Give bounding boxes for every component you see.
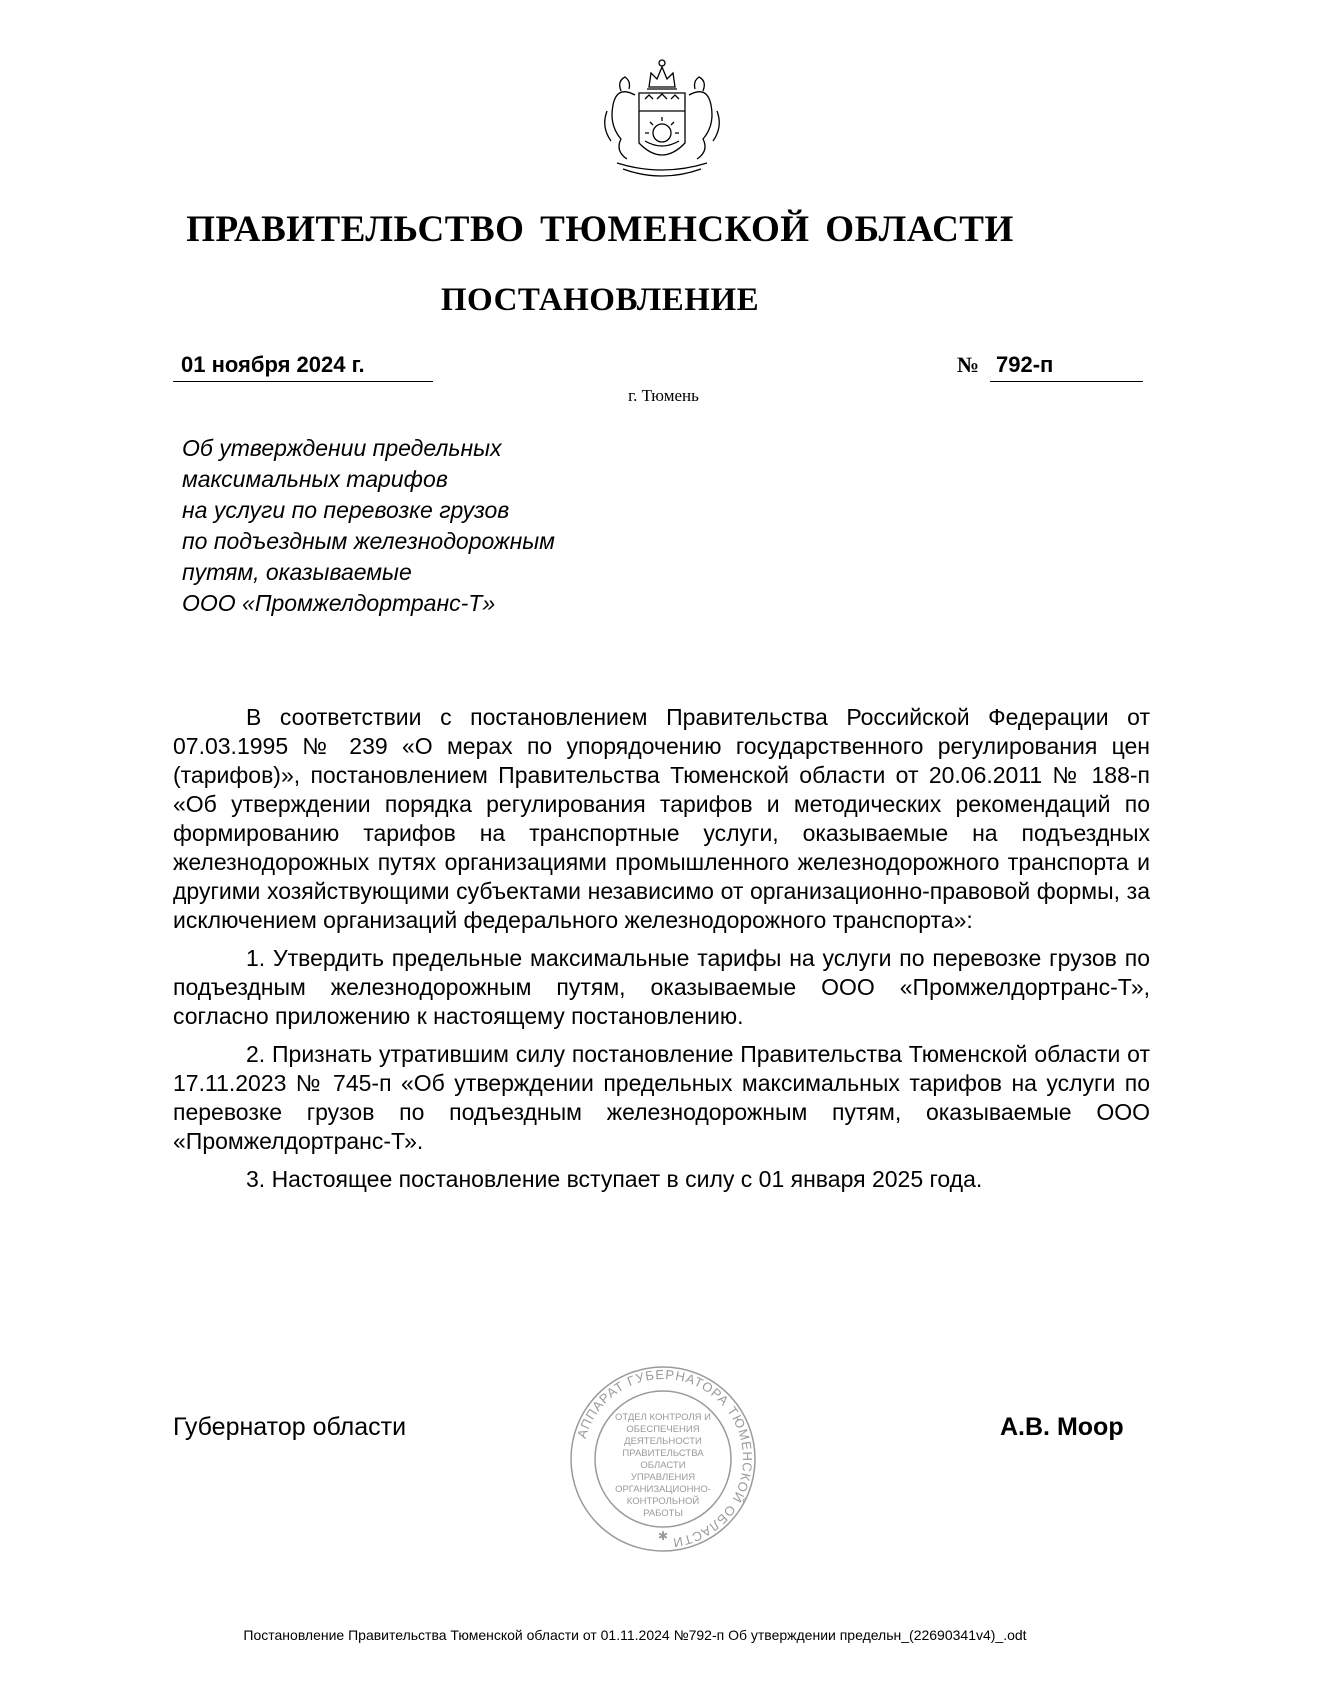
- document-subject: [182, 433, 555, 619]
- stamp-outer-text: АППАРАТ ГУБЕРНАТОРА ТЮМЕНСКОЙ ОБЛАСТИ: [573, 1366, 756, 1551]
- preamble-paragraph: В соответствии с постановлением Правительства Российской Федерации от 07.03.1995 № 239 «О мерах по упорядочению государственного регулирования цен (тарифов)», постановлением Правительства Тюменской области от 20.06.2011 № 188-п «Об утверждении порядка регулирования тарифов и методических рекомендаций по формированию тарифов на транспортные услуги, оказываемые на подъездных железнодорожных путях организациями промышленного железнодорожного транспорта и другими хозяйствующими субъектами независимо от организационно-правовой формы, за исключением организаций федерального железнодорожного транспорта»:: [173, 704, 1150, 933]
- official-stamp-icon: [568, 1364, 758, 1554]
- document-body: [173, 703, 1150, 1203]
- footer-filename: Постановление Правительства Тюменской области от 01.11.2024 №792-п Об утверждении предельн_(22690341v4)_.odt: [243, 1627, 1027, 1643]
- item-1-paragraph: 1. Утвердить предельные максимальные тарифы на услуги по перевозке грузов по подъездным железнодорожным путям, оказываемые ООО «Промжелдортранс-Т», согласно приложению к настоящему постановлению.: [173, 945, 1150, 1029]
- svg-text:✱: ✱: [657, 1529, 669, 1543]
- item-2-paragraph: 2. Признать утратившим силу постановление Правительства Тюменской области от 17.11.2023 № 745-п «Об утверждении предельных максимальных тарифов на услуги по перевозке грузов по подъездным железнодорожным путям, оказываемые ООО «Промжелдортранс-Т».: [173, 1041, 1150, 1154]
- subject-line: Об утверждении предельных: [182, 435, 502, 461]
- stamp-inner-text: ОТДЕЛ КОНТРОЛЯ И ОБЕСПЕЧЕНИЯ ДЕЯТЕЛЬНОСТИ ПРАВИТЕЛЬСТВА ОБЛАСТИ УПРАВЛЕНИЯ ОРГАНИЗАЦИОННО-КОНТРОЛЬНОЙ РАБОТЫ: [615, 1412, 711, 1519]
- document-date: 01 ноября 2024 г.: [173, 352, 433, 382]
- signer-name: А.В. Моор: [1000, 1413, 1124, 1441]
- number-label: №: [957, 352, 980, 377]
- subject-line: максимальных тарифов: [182, 466, 448, 492]
- city: г. Тюмень: [628, 386, 699, 405]
- government-title: ПРАВИТЕЛЬСТВО ТЮМЕНСКОЙ ОБЛАСТИ: [186, 209, 1014, 250]
- subject-line: ООО «Промжелдортранс-Т»: [182, 590, 496, 616]
- subject-line: на услуги по перевозке грузов: [182, 497, 510, 523]
- document-number: 792-п: [990, 352, 1143, 382]
- subject-line: путям, оказываемые: [182, 559, 412, 585]
- item-3-paragraph: 3. Настоящее постановление вступает в силу с 01 января 2025 года.: [246, 1166, 983, 1192]
- document-type-title: ПОСТАНОВЛЕНИЕ: [440, 282, 760, 318]
- subject-line: по подъездным железнодорожным: [182, 528, 555, 554]
- signer-role: Губернатор области: [173, 1413, 407, 1441]
- coat-of-arms-icon: [587, 55, 737, 185]
